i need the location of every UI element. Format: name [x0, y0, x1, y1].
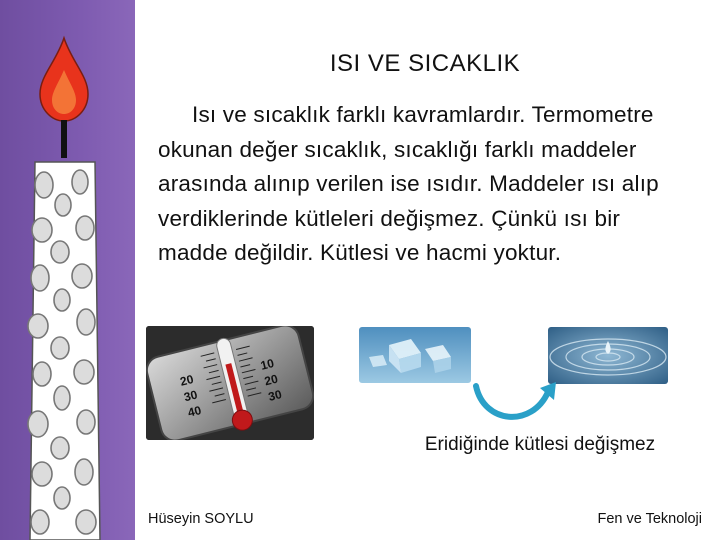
- curved-arrow-icon: [470, 378, 560, 428]
- footer-subject: Fen ve Teknoloji: [597, 511, 702, 527]
- thermo-left-tick: 40: [186, 403, 203, 420]
- image-caption: Eridiğinde kütlesi değişmez: [424, 434, 656, 455]
- thermo-right-tick: 20: [262, 371, 280, 389]
- candle-icon: [0, 0, 135, 540]
- ice-cubes-image: [359, 327, 471, 383]
- paragraph-line: madde değildir. Kütlesi ve hacmi yoktur.: [158, 240, 562, 265]
- paragraph-line: arasında alınıp verilen ise ısıdır. Maddeler ısı alıp: [158, 171, 659, 196]
- paragraph-line: okunan değer sıcaklık, sıcaklığı farklı maddeler: [158, 136, 637, 162]
- thermometer-image: [146, 326, 314, 440]
- footer-author: Hüseyin SOYLU: [148, 511, 254, 527]
- thermo-right-tick: 30: [266, 387, 284, 404]
- thermo-left-tick: 30: [182, 387, 199, 405]
- paragraph-line: Isı ve sıcaklık farklı kavramlardır. Termometre: [192, 102, 654, 127]
- thermo-left-tick: 20: [178, 371, 195, 389]
- paragraph-line: verdiklerinde kütleleri değişmez. Çünkü ısı bir: [158, 205, 621, 231]
- thermo-right-tick: 10: [259, 356, 276, 373]
- water-drop-image: [548, 327, 668, 384]
- body-paragraph: [158, 98, 713, 271]
- slide-title: ISI VE SICAKLIK: [329, 50, 521, 77]
